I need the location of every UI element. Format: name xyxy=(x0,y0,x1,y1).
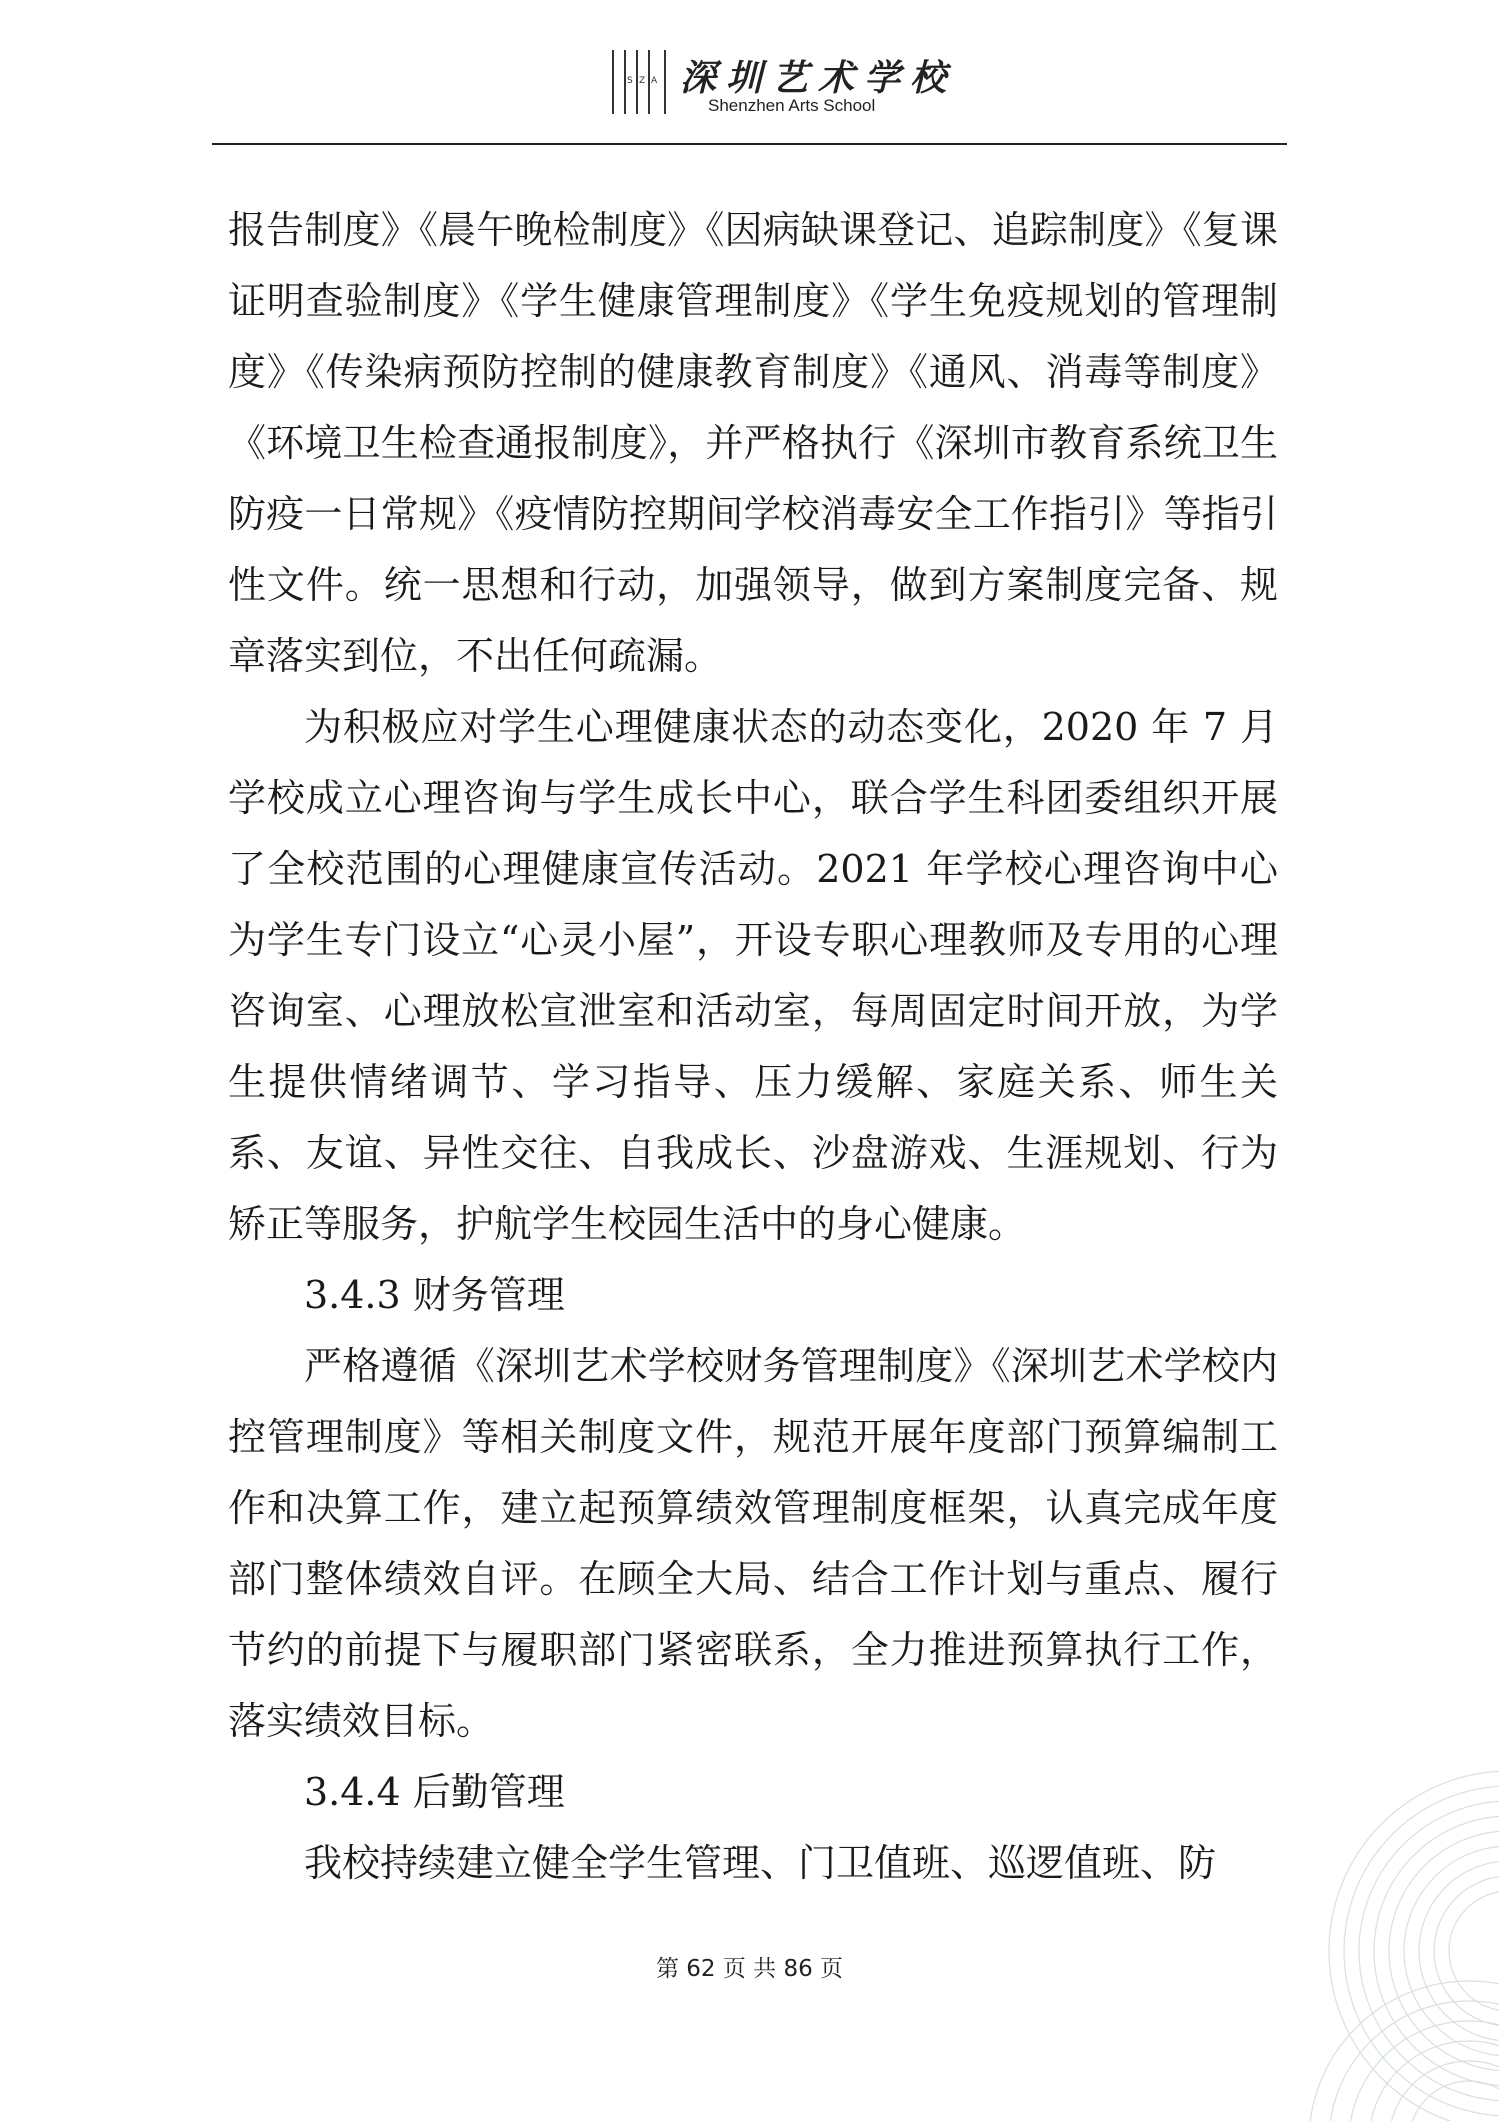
paragraph-health-regulations: 报告制度》《晨午晚检制度》《因病缺课登记、追踪制度》《复课证明查验制度》《学生健康管理制度》《学生免疫规划的管理制度》《传染病预防控制的健康教育制度》《通风、消毒等制度》《环境卫生检查通报制度》，并严格执行《深圳市教育系统卫生防疫一日常规》《疫情防控期间学校消毒安全工作指引》等指引性文件。统一思想和行动，加强领导，做到方案制度完备、规章落实到位，不出任何疏漏。 xyxy=(228,208,1278,678)
logo-letter: S xyxy=(627,76,633,86)
section-heading-logistics: 3.4.4 后勤管理 xyxy=(304,1770,565,1814)
school-name-chinese: 深圳艺术学校 xyxy=(680,57,957,99)
school-name-english: Shenzhen Arts School xyxy=(708,96,876,115)
page-header xyxy=(0,0,1499,150)
document-body xyxy=(228,195,1278,1899)
paragraph-mental-health: 为积极应对学生心理健康状态的动态变化，2020 年 7 月学校成立心理咨询与学生成长中心，联合学生科团委组织开展了全校范围的心理健康宣传活动。2021 年学校心理咨询中心为学生专门设立“心灵小屋”，开设专职心理教师及专用的心理咨询室、心理放松宣泄室和活动室，每周固定时间开放，为学生提供情绪调节、学习指导、压力缓解、家庭关系、师生关系、友谊、异性交往、自我成长、沙盘游戏、生涯规划、行为矫正等服务，护航学生校园生活中的身心健康。 xyxy=(228,705,1278,1246)
decorative-rings xyxy=(1239,1701,1499,2121)
school-logo xyxy=(612,50,666,114)
paragraph-logistics: 我校持续建立健全学生管理、门卫值班、巡逻值班、防 xyxy=(304,1841,1217,1885)
header-divider xyxy=(212,143,1287,145)
logo-letter: A xyxy=(651,76,658,86)
logo-letter: Z xyxy=(639,76,646,86)
section-heading-finance: 3.4.3 财务管理 xyxy=(304,1273,565,1317)
page-number: 第 62 页 共 86 页 xyxy=(655,1956,844,1982)
paragraph-finance: 严格遵循《深圳艺术学校财务管理制度》《深圳艺术学校内控管理制度》等相关制度文件，规范开展年度部门预算编制工作和决算工作，建立起预算绩效管理制度框架，认真完成年度部门整体绩效自评。在顾全大局、结合工作计划与重点、履行节约的前提下与履职部门紧密联系，全力推进预算执行工作，落实绩效目标。 xyxy=(228,1344,1278,1743)
